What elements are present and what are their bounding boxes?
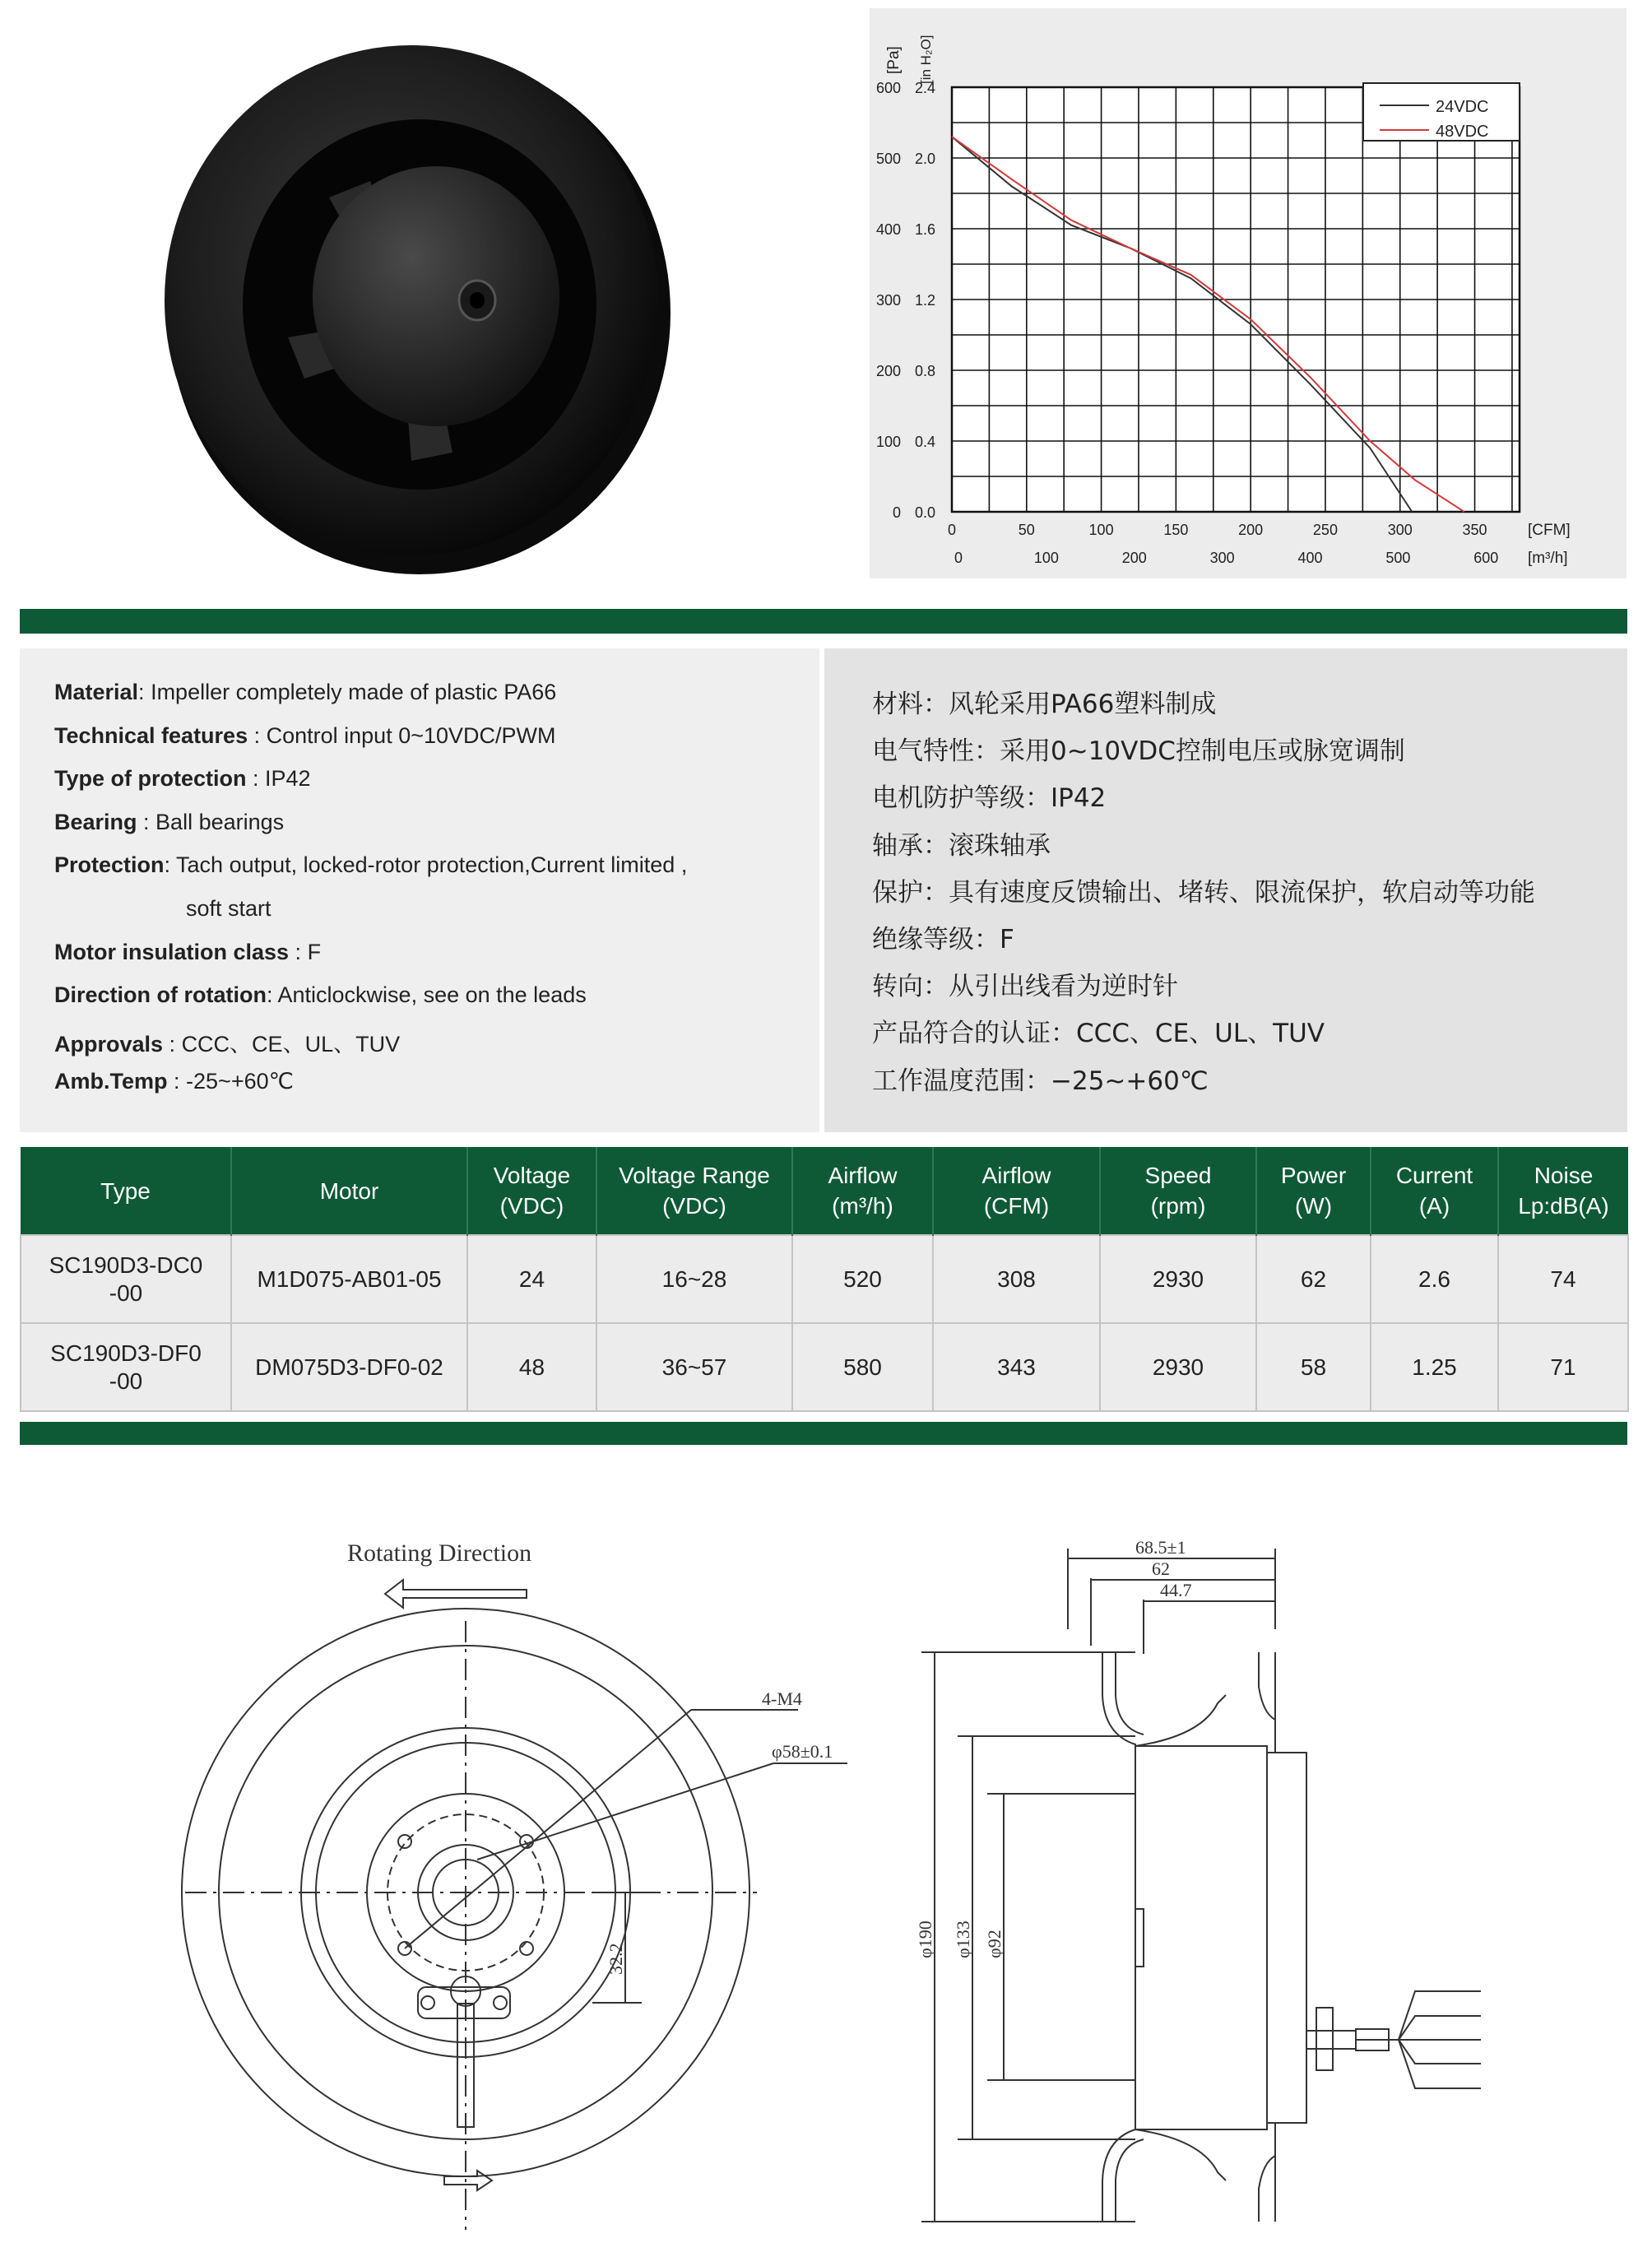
spec-en-label: Technical features [54,722,248,748]
cell-speed: 2930 [1100,1235,1256,1323]
section-divider-bottom [20,1422,1627,1445]
dim-dia-190: φ190 [915,1920,935,1958]
spec-en-label: Motor insulation class [54,939,290,964]
front-view-drawing [165,1530,889,2238]
spec-en-value: CCC、CE、UL、TUV [181,1031,401,1057]
spec-en-label: Material [54,680,139,704]
chart-legend [1363,83,1520,141]
spec-en-value: Impeller completely made of plastic PA66 [151,680,557,704]
dim-dia-133: φ133 [953,1920,973,1958]
col-header-airflow-cfm: Airflow (CFM) [933,1147,1100,1235]
x-tick-label-m3h: 400 [1297,550,1323,566]
legend-label-24vdc: 24VDC [1436,98,1489,116]
dim-dia-92: φ92 [984,1930,1005,1958]
cell-motor: M1D075-AB01-05 [231,1235,467,1323]
spec-en-separator: : [248,722,267,748]
cell-power: 62 [1256,1235,1371,1323]
cell-voltage-range: 36~57 [596,1323,792,1411]
col-header-speed: Speed (rpm) [1100,1147,1256,1235]
dim-44-7: 44.7 [1160,1580,1192,1600]
spec-en-value: Ball bearings [155,809,285,834]
col-header-type: Type [21,1147,231,1235]
table-row [21,1323,1628,1411]
cell-type: SC190D3-DC0 -00 [21,1235,231,1323]
y-tick-label-pa: 200 [875,363,901,379]
x-tick-label-cfm: 150 [1163,522,1189,538]
x-tick-label-cfm: 250 [1312,522,1338,538]
spec-en-item [54,723,556,749]
cable-connector [1306,1991,1481,2088]
spec-en-separator: : [267,982,278,1008]
col-header-current: Current (A) [1371,1147,1498,1235]
spec-cn-item: 电机防护等级：IP42 [872,783,1107,814]
y-tick-label-pa: 100 [875,434,901,450]
spec-en-value: Anticlockwise, see on the leads [277,982,587,1008]
spec-cn-item: 产品符合的认证：CCC、CE、UL、TUV [872,1019,1325,1049]
spec-en-value: Tach output, locked-rotor protection,Current limited , [176,852,688,878]
spec-en-item [54,1069,294,1094]
cable-direction-arrow-icon [444,2171,492,2190]
x-axis-label-cfm: [CFM] [1528,522,1571,539]
y-axis-label-pa: [Pa] [885,46,903,74]
hole-count-label: 4-M4 [762,1688,802,1709]
legend-label-48vdc: 48VDC [1436,123,1489,141]
spec-cn-item: 绝缘等级：F [872,925,1014,954]
spec-en-item [54,852,687,878]
col-header-power: Power (W) [1256,1147,1371,1235]
col-header-voltage: Voltage (VDC) [467,1147,596,1235]
rotating-direction-label: Rotating Direction [347,1539,532,1567]
y-tick-label-inh2o: 1.6 [914,221,935,238]
x-axis-label-m3h: [m³/h] [1528,550,1568,567]
cell-noise: 71 [1498,1323,1628,1411]
spec-en-separator: : [246,766,266,792]
y-tick-label-inh2o: 1.2 [914,292,935,309]
cell-airflow-cfm: 343 [933,1323,1100,1411]
spec-en-item [54,810,284,835]
spec-cn-item: 工作温度范围：−25~+60℃ [872,1066,1209,1096]
y-axis-label-inh2o: [in H₂O] [918,35,934,84]
spec-en-item [54,766,311,792]
spec-en-separator: : [167,1069,187,1094]
spec-en-separator: : [164,852,177,878]
x-tick-label-m3h: 0 [954,550,963,566]
y-tick-label-inh2o: 0.0 [914,504,935,521]
y-tick-label-pa: 500 [875,151,901,167]
x-tick-label-cfm: 0 [947,522,957,538]
spec-en-value: -25~+60℃ [186,1069,294,1094]
specs-en-panel [20,648,819,1132]
y-tick-label-pa: 300 [875,292,901,309]
spec-cn-item: 保护：具有速度反馈输出、堵转、限流保护，软启动等功能 [872,877,1535,908]
cell-voltage: 48 [467,1323,596,1411]
cell-noise: 74 [1498,1235,1628,1323]
spec-en-label: Approvals [54,1031,164,1057]
spec-cn-item: 电气特性：采用0~10VDC控制电压或脉宽调制 [872,736,1405,767]
cell-current: 1.25 [1371,1323,1498,1411]
col-header-airflow-m3h: Airflow (m³/h) [792,1147,933,1235]
spec-cn-item: 轴承：滚珠轴承 [872,830,1051,861]
y-tick-label-inh2o: 2.0 [914,151,935,167]
side-view-drawing [889,1530,1481,2238]
spec-en-separator: : [289,939,308,964]
x-tick-label-m3h: 600 [1473,550,1499,566]
y-tick-label-inh2o: 0.4 [914,434,935,450]
performance-curve-svg [870,8,1626,578]
hole-circle-diameter-label: φ58±0.1 [772,1741,833,1762]
spec-en-value: Control input 0~10VDC/PWM [266,722,556,748]
rotation-arrow-icon [385,1580,527,1608]
performance-chart [870,8,1626,578]
y-tick-label-pa: 400 [875,221,901,238]
spec-en-item [54,940,321,965]
spec-en-value: F [307,939,322,964]
x-tick-label-cfm: 100 [1088,522,1114,538]
x-tick-label-m3h: 100 [1033,550,1059,566]
y-tick-label-pa: 600 [875,80,901,96]
x-tick-label-cfm: 200 [1238,522,1264,538]
spec-cn-item: 材料：风轮采用PA66塑料制成 [872,690,1217,719]
spec-en-label: Bearing [54,809,137,834]
cell-speed: 2930 [1100,1323,1256,1411]
x-tick-label-m3h: 200 [1121,550,1147,566]
model-spec-table [20,1147,1629,1412]
section-divider-top [20,609,1627,634]
spec-en-label: Direction of rotation [54,982,267,1008]
spec-cn-item: 转向：从引出线看为逆时针 [872,972,1178,1002]
cell-airflow-m3h: 520 [792,1235,933,1323]
cell-current: 2.6 [1371,1235,1498,1323]
table-header-row [21,1147,1628,1235]
cell-type: SC190D3-DF0 -00 [21,1323,231,1411]
cell-motor: DM075D3-DF0-02 [231,1323,467,1411]
spec-en-label: Protection [54,852,165,878]
col-header-noise: Noise Lp:dB(A) [1498,1147,1628,1235]
x-tick-label-m3h: 300 [1209,550,1235,566]
spec-en-separator: : [163,1031,182,1057]
cell-voltage: 24 [467,1235,596,1323]
x-tick-label-cfm: 350 [1462,522,1487,538]
cell-power: 58 [1256,1323,1371,1411]
spec-en-separator: : [137,809,156,834]
y-tick-label-inh2o: 0.8 [914,363,935,379]
spec-en-item [54,680,556,705]
cable-outlet [418,1976,510,2127]
col-header-voltage-range: Voltage Range (VDC) [596,1147,792,1235]
cell-airflow-m3h: 580 [792,1323,933,1411]
cell-airflow-cfm: 308 [933,1235,1100,1323]
chart-grid [952,87,1520,512]
dim-62: 62 [1152,1558,1170,1579]
spec-en-item [186,896,271,922]
table-row [21,1235,1628,1323]
y-tick-label-pa: 0 [892,504,901,521]
spec-en-value: soft start [186,896,271,921]
x-tick-label-cfm: 50 [1018,522,1035,538]
x-tick-label-cfm: 300 [1387,522,1413,538]
offset-dimension-label: 32.2 [606,1943,626,1975]
cell-voltage-range: 16~28 [596,1235,792,1323]
spec-en-separator: : [138,680,151,704]
product-photo [156,25,683,584]
spec-en-value: IP42 [265,766,311,792]
x-tick-label-m3h: 500 [1385,550,1411,566]
spec-en-label: Amb.Temp [54,1069,168,1094]
spec-en-item [54,982,587,1008]
y-tick-label-inh2o: 2.4 [914,80,935,96]
dim-overall-width: 68.5±1 [1135,1537,1186,1558]
spec-en-label: Type of protection [54,766,247,792]
col-header-motor: Motor [231,1147,467,1235]
spec-en-item [54,1026,400,1058]
